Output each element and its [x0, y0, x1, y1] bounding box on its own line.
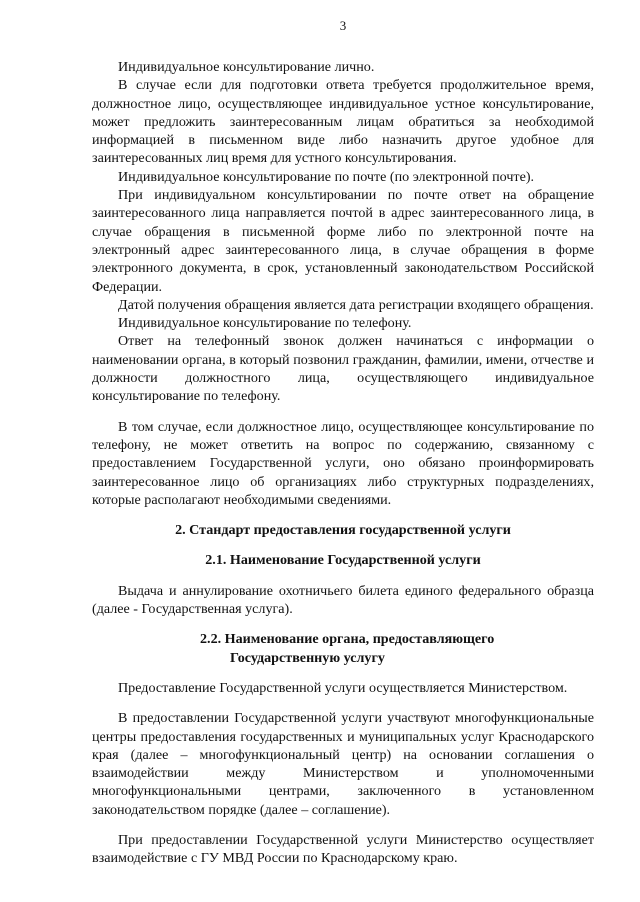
document-body: [92, 58, 594, 868]
spacer: [92, 406, 594, 418]
subsection-heading-line: 2.2. Наименование органа, предоставляющего: [200, 631, 495, 648]
paragraph: Индивидуальное консультирование по почте (по электронной почте).: [118, 168, 535, 185]
spacer: [92, 539, 594, 551]
page-number: 3: [339, 18, 347, 33]
paragraph: При индивидуальном консультировании по почте ответ на обращение заинтересованного лица направляется почтой в адрес заинтересованного лица, в случае обращения в письменной форме либо по электронной почте на электронный адрес заинтересованного лица, в случае обращения в форме электронного документа, в срок, установленный законодательством Российской Федерации.: [92, 187, 594, 295]
paragraph: В том случае, если должностное лицо, осуществляющее консультирование по телефону, не может ответить на вопрос по содержанию, связанному с предоставлением Государственной услуги, оно обязано проинформировать заинтересованное лицо об организациях либо структурных подразделениях, которые располагают необходимыми сведениями.: [92, 418, 594, 508]
spacer: [92, 819, 594, 831]
subsection-heading-line: Государственную услугу: [230, 649, 385, 666]
paragraph: Датой получения обращения является дата регистрации входящего обращения.: [118, 296, 594, 313]
paragraph: Выдача и аннулирование охотничьего билета единого федерального образца (далее - Государственная услуга).: [92, 582, 594, 618]
spacer: [92, 570, 594, 582]
paragraph: Индивидуальное консультирование по телефону.: [118, 315, 412, 332]
paragraph: В случае если для подготовки ответа требуется продолжительное время, должностное лицо, осуществляющее индивидуальное устное консультирование, может предложить заинтересованным лицам обратиться за необходимой информацией в письменном виде либо назначить другое удобное для заинтересованных лиц время для устного консультирования.: [92, 77, 594, 167]
spacer: [92, 697, 594, 709]
paragraph: Индивидуальное консультирование лично.: [118, 59, 375, 75]
subsection-heading: 2.1. Наименование Государственной услуги: [205, 552, 481, 569]
paragraph: При предоставлении Государственной услуги Министерство осуществляет взаимодействие с ГУ МВД России по Краснодарскому краю.: [92, 831, 594, 867]
spacer: [92, 618, 594, 630]
subsection-heading: [92, 630, 594, 667]
paragraph: Предоставление Государственной услуги осуществляется Министерством.: [118, 679, 568, 696]
section-heading: 2. Стандарт предоставления государственной услуги: [175, 522, 511, 539]
spacer: [92, 667, 594, 679]
spacer: [92, 509, 594, 521]
paragraph: В предоставлении Государственной услуги участвуют многофункциональные центры предоставления государственных и муниципальных услуг Краснодарского края (далее – многофункциональный центр) на основании соглашения о взаимодействии между Министерством и уполномоченными многофункциональными центрами, заключенного в установленном законодательством порядке (далее – соглашение).: [92, 710, 594, 818]
paragraph: Ответ на телефонный звонок должен начинаться с информации о наименовании органа, в который позвонил гражданин, фамилии, имени, отчестве и должности должностного лица, осуществляющего индивидуальное консультирование по телефону.: [92, 333, 594, 405]
